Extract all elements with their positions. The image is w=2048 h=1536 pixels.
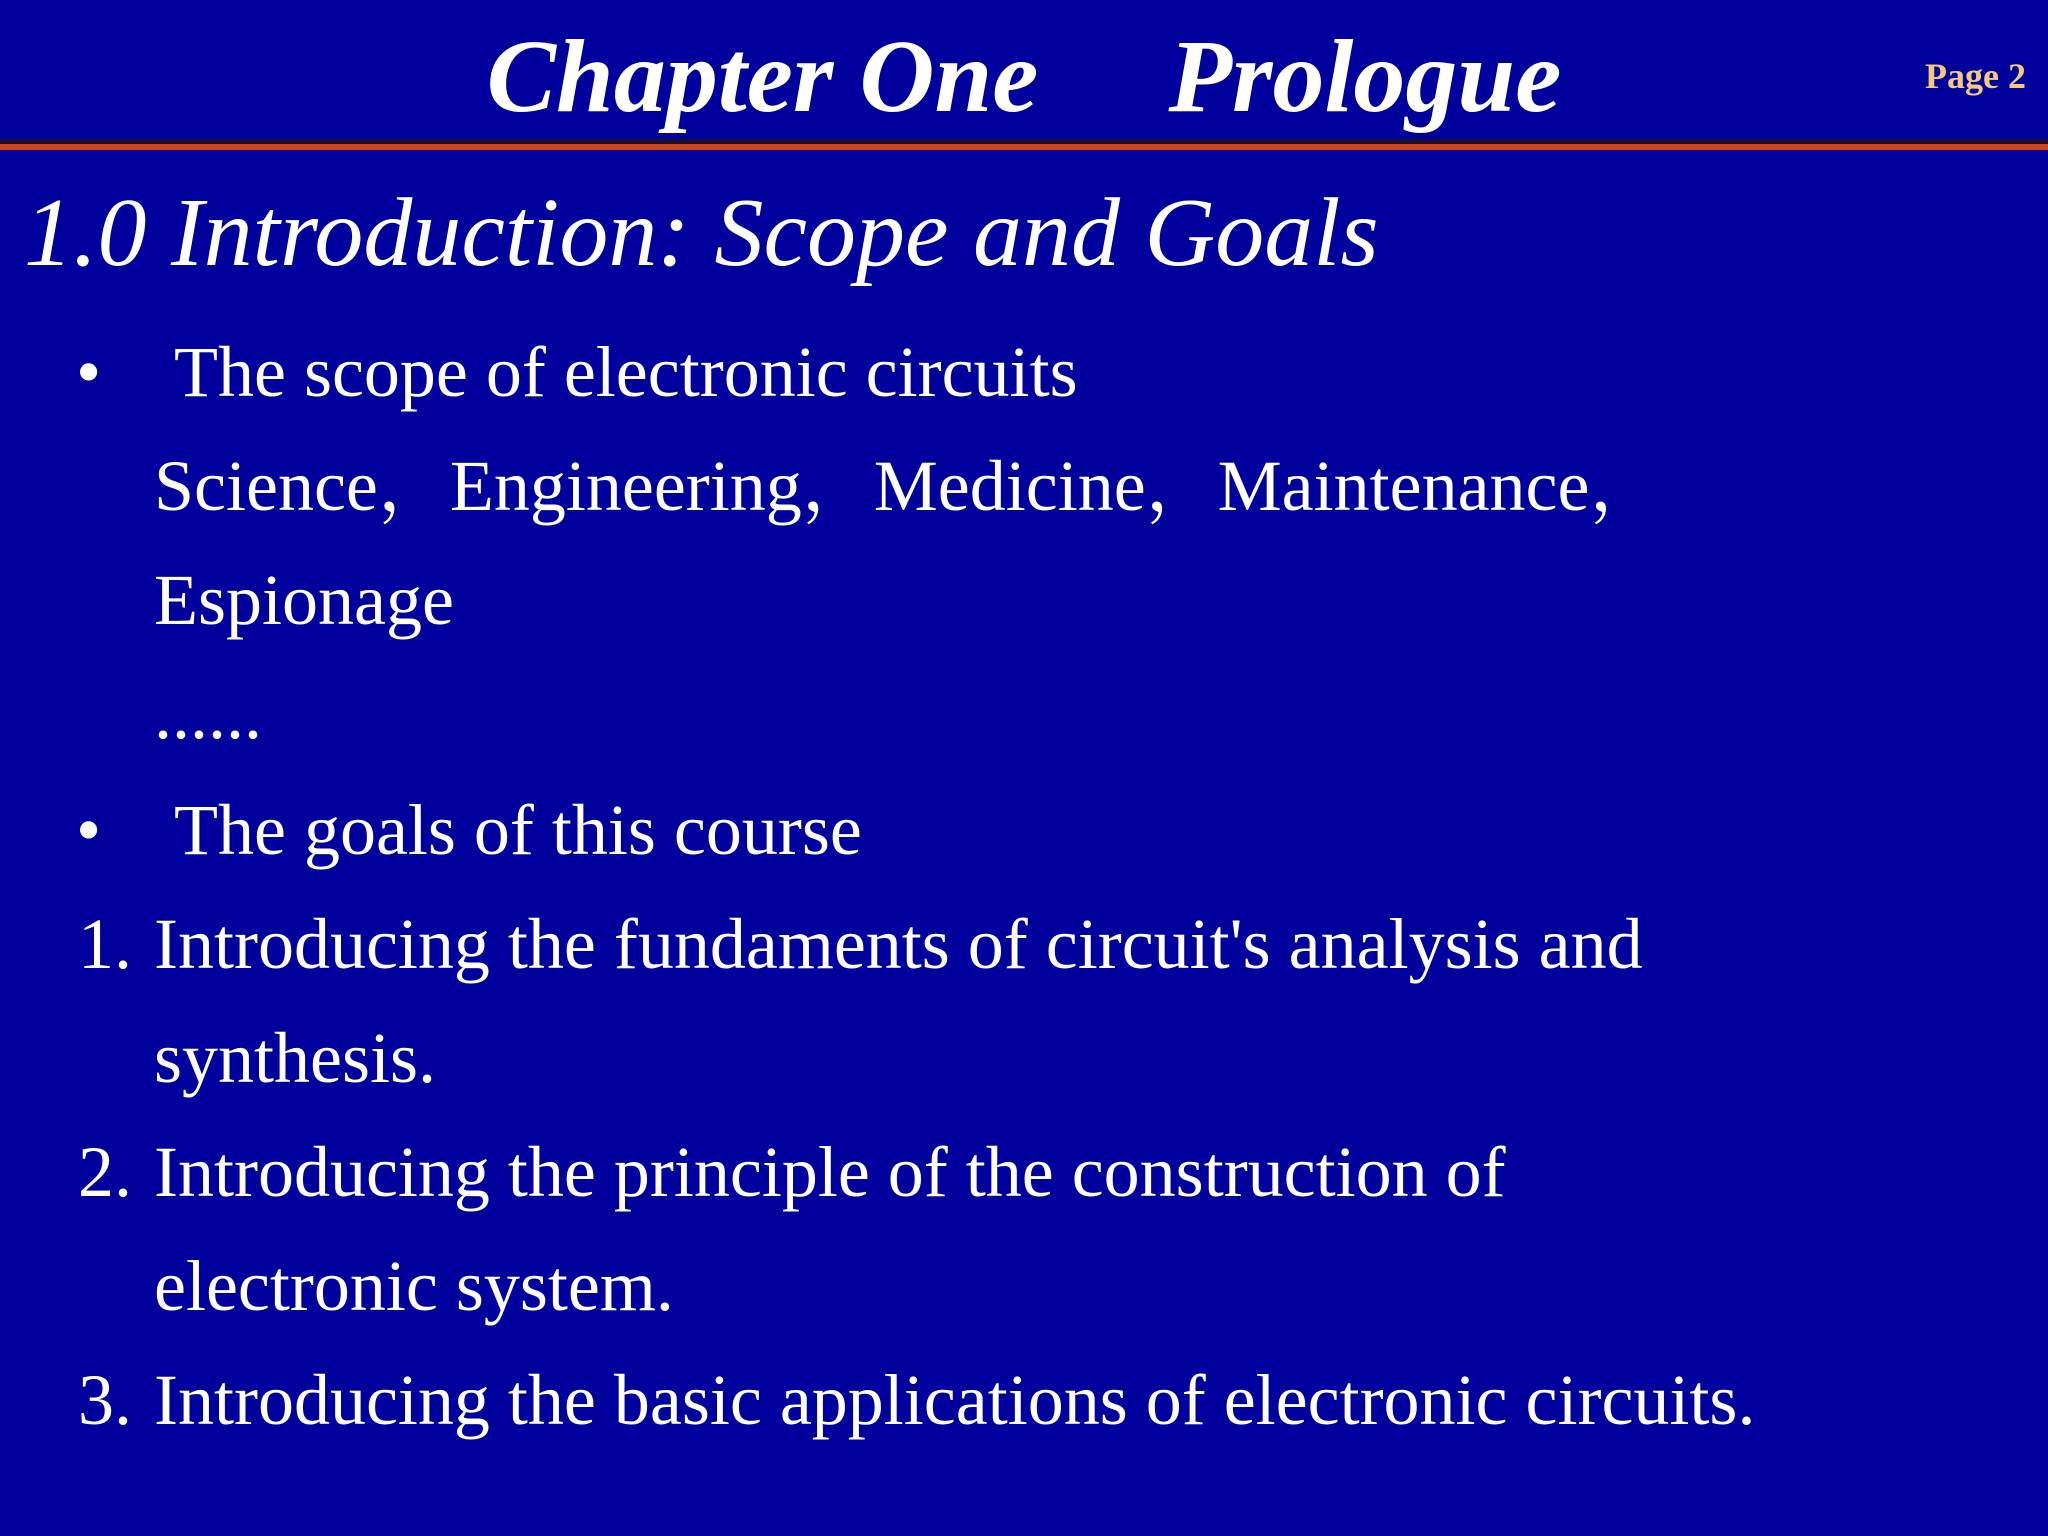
goal-text-line-1: Introducing the principle of the construction of [154,1132,1506,1212]
scope-fields-line-2: Espionage [154,560,454,640]
scope-fields-line-1: Science，Engineering，Medicine，Maintenance， [154,446,1662,526]
scope-heading: The scope of electronic circuits [174,332,1078,412]
goal-text-line-1: Introducing the basic applications of electronic circuits. [154,1360,1756,1440]
goal-text-line-2: synthesis. [154,1018,437,1098]
goal-text-line-2: electronic system. [154,1246,674,1326]
bullet-icon: • [76,790,102,870]
page-number: Page 2 [1925,56,2026,96]
goal-text-line-1: Introducing the fundaments of circuit's analysis and [154,904,1643,984]
chapter-title: Chapter One Prologue [486,19,1562,134]
header-divider-accent [0,144,2048,150]
goal-number: 1. [78,904,132,984]
section-title: 1.0 Introduction: Scope and Goals [24,179,1379,287]
goal-number: 3. [78,1360,132,1440]
scope-ellipsis: ...... [154,674,262,754]
bullet-icon: • [76,332,102,412]
goals-heading: The goals of this course [174,790,862,870]
goal-number: 2. [78,1132,132,1212]
